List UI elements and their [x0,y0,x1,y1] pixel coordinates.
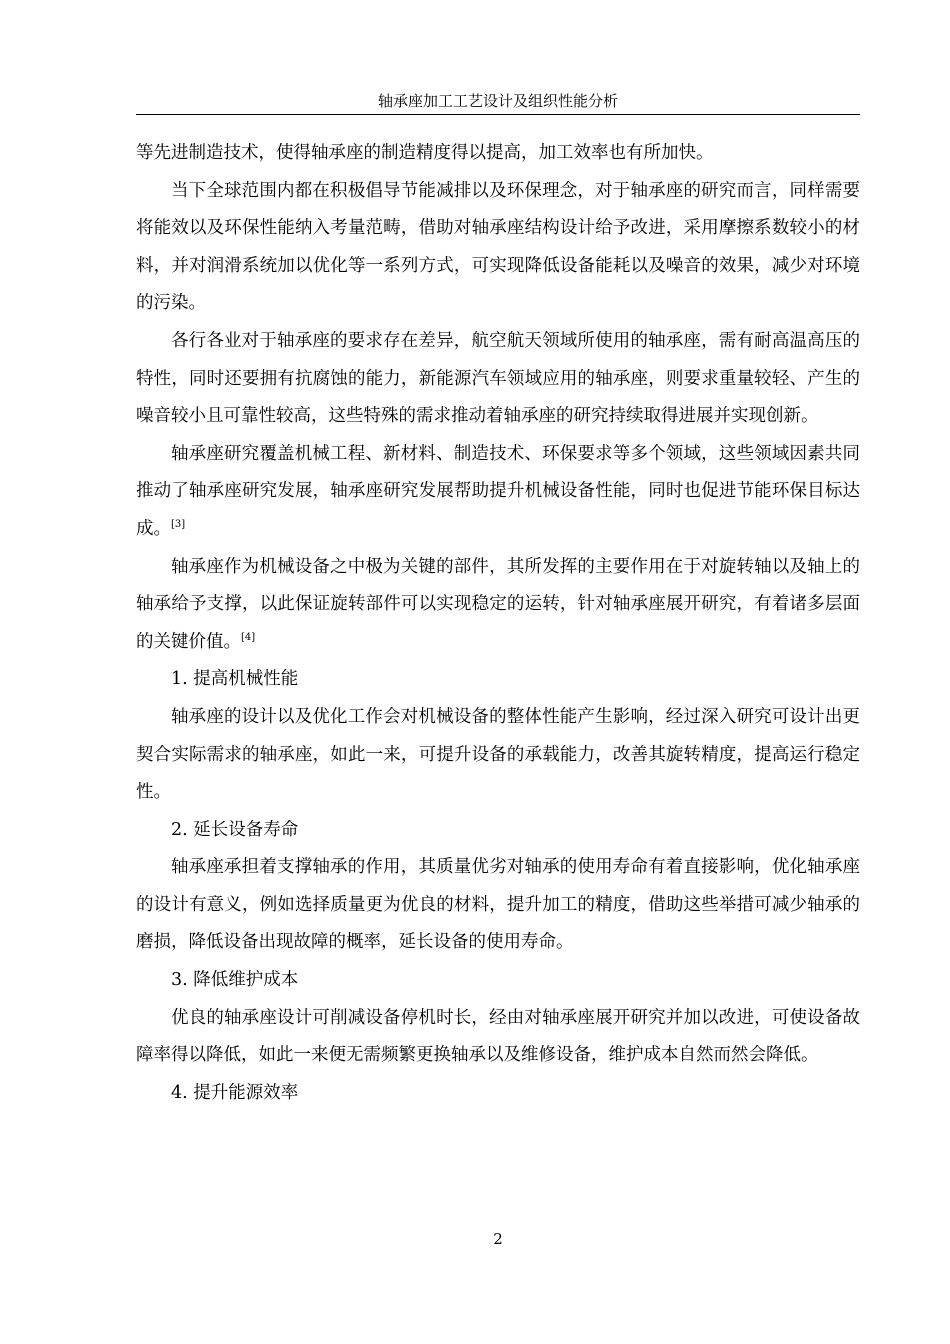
paragraph-research-fields [136,436,860,549]
heading-text: 2. 延长设备寿命 [171,819,299,840]
paragraph-text: 各行各业对于轴承座的要求存在差异，航空航天领域所使用的轴承座，需有耐高温高压的特性，同时还要拥有抗腐蚀的能力，新能源汽车领域应用的轴承座，则要求重量较轻、产生的噪音较小且可靠性较高，这些特殊的需求推动着轴承座的研究持续取得进展并实现创新。 [136,330,860,427]
paragraph-text: 轴承座承担着支撑轴承的作用，其质量优劣对轴承的使用寿命有着直接影响，优化轴承座的设计有意义，例如选择质量更为优良的材料，提升加工的精度，借助这些举措可减少轴承的磨损，降低设备出现故障的概率，延长设备的使用寿命。 [136,857,860,953]
paragraph-text: 轴承座研究覆盖机械工程、新材料、制造技术、环保要求等多个领域，这些领域因素共同推动了轴承座研究发展，轴承座研究发展帮助提升机械设备性能，同时也促进节能环保目标达成。 [136,443,860,539]
section-heading-1 [136,661,860,699]
paragraph-research-value [136,549,860,662]
running-header: 轴承座加工工艺设计及组织性能分析 [377,92,618,110]
header-rule [136,114,860,115]
paragraph-mechanical-performance [136,699,860,812]
paragraph-energy-saving [136,173,860,323]
section-heading-3 [136,962,860,1000]
paragraph-maintenance-cost [136,1000,860,1075]
paragraph-industry-requirements [136,323,860,436]
section-heading-4 [136,1075,860,1113]
heading-text: 1. 提高机械性能 [171,669,299,690]
citation-3: [3] [171,518,186,530]
paragraph-text: 等先进制造技术，使得轴承座的制造精度得以提高，加工效率也有所加快。 [136,143,714,163]
paragraph-text: 轴承座的设计以及优化工作会对机械设备的整体性能产生影响，经过深入研究可设计出更契合实际需求的轴承座，如此一来，可提升设备的承载能力，改善其旋转精度，提高运行稳定性。 [136,706,860,803]
citation-4: [4] [241,631,256,643]
section-heading-2 [136,812,860,850]
paragraph-continuation [136,135,860,173]
body-text [136,135,860,1112]
page-number: 2 [493,1230,503,1248]
heading-text: 3. 降低维护成本 [171,970,299,991]
paragraph-text: 轴承座作为机械设备之中极为关键的部件，其所发挥的主要作用在于对旋转轴以及轴上的轴承给予支撑，以此保证旋转部件可以实现稳定的运转，针对轴承座展开研究，有着诸多层面的关键价值。 [136,556,860,652]
heading-text: 4. 提升能源效率 [171,1082,299,1103]
paragraph-text: 当下全球范围内都在积极倡导节能减排以及环保理念，对于轴承座的研究而言，同样需要将能效以及环保性能纳入考量范畴，借助对轴承座结构设计给予改进，采用摩擦系数较小的材料，并对润滑系统加以优化等一系列方式，可实现降低设备能耗以及噪音的效果，减少对环境的污染。 [136,180,860,314]
paragraph-text: 优良的轴承座设计可削减设备停机时长，经由对轴承座展开研究并加以改进，可使设备故障率得以降低，如此一来便无需频繁更换轴承以及维修设备，维护成本自然而然会降低。 [136,1007,860,1066]
paragraph-equipment-life [136,849,860,962]
